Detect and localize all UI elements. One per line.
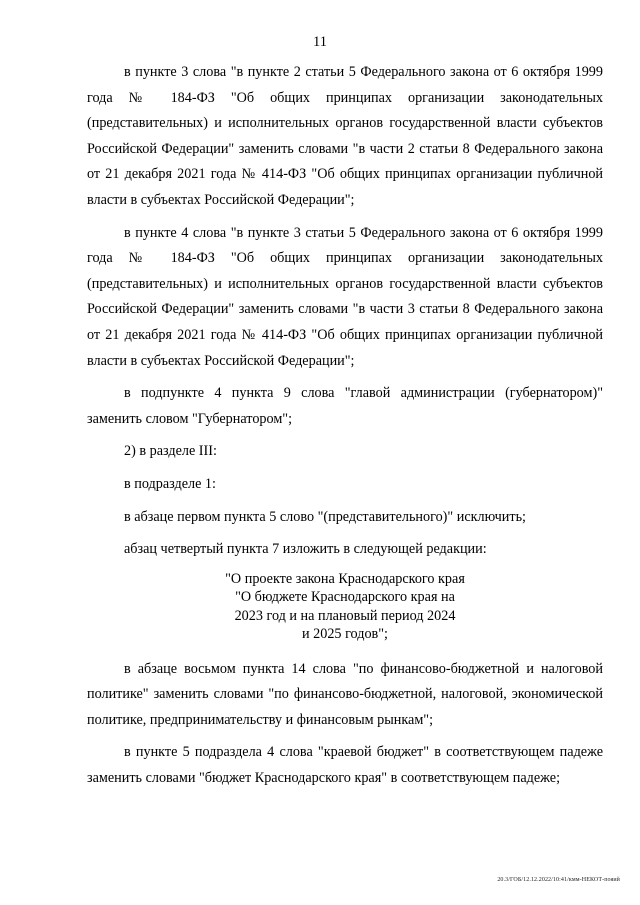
quote-line: 2023 год и на плановый период 2024 (234, 607, 456, 624)
paragraph: в пункте 5 подраздела 4 слова "краевой бюджет" в соответствующем падеже заменить словами "бюджет Краснодарского края" в соответствующем падеже; (87, 744, 603, 787)
paragraph: в подпункте 4 пункта 9 слова "главой администрации (губернатором)" заменить словом "Губернатором"; (87, 385, 603, 427)
paragraph: в пункте 4 слова "в пункте 3 статьи 5 Федерального закона от 6 октября 1999 года № 184-ФЗ "Об общих принципах организации законодательных (представительных) и исполнительных органов государственной власти субъектов Российской Федерации" заменить словами "в части 3 статьи 8 Федерального закона от 21 декабря 2021 года № 414-ФЗ "Об общих принципах организации публичной власти в субъектах Российской Федерации"; (87, 224, 603, 369)
quote-line: "О бюджете Краснодарского края на (235, 589, 455, 606)
paragraph: в подразделе 1: (124, 475, 216, 492)
paragraph: в пункте 3 слова "в пункте 2 статьи 5 Федерального закона от 6 октября 1999 года № 184-ФЗ "Об общих принципах организации законодательных (представительных) и исполнительных органов государственной власти субъектов Российской Федерации" заменить словами "в части 2 статьи 8 Федерального закона от 21 декабря 2021 года № 414-ФЗ "Об общих принципах организации публичной власти в субъектах Российской Федерации"; (87, 64, 603, 208)
document-body (87, 60, 603, 799)
paragraph: в абзаце первом пункта 5 слово "(представительного)" исключить; (124, 508, 526, 525)
paragraph: 2) в разделе III: (124, 443, 217, 460)
paragraph: абзац четвертый пункта 7 изложить в следующей редакции: (124, 541, 487, 558)
footer-stamp: 20.3/ГОБ/12.12.2022/10:41/кмм-НЕКОТ-пояий (497, 877, 620, 883)
paragraph: в абзаце восьмом пункта 14 слова "по финансово-бюджетной и налоговой политике" заменить словами "по финансово-бюджетной, налоговой, экономической политике, предпринимательству и финансовым рынкам"; (87, 660, 603, 728)
quoted-title (87, 570, 603, 644)
page-number: 11 (313, 34, 327, 50)
quote-line: и 2025 годов"; (302, 626, 388, 643)
quote-line: "О проекте закона Краснодарского края (225, 570, 465, 587)
